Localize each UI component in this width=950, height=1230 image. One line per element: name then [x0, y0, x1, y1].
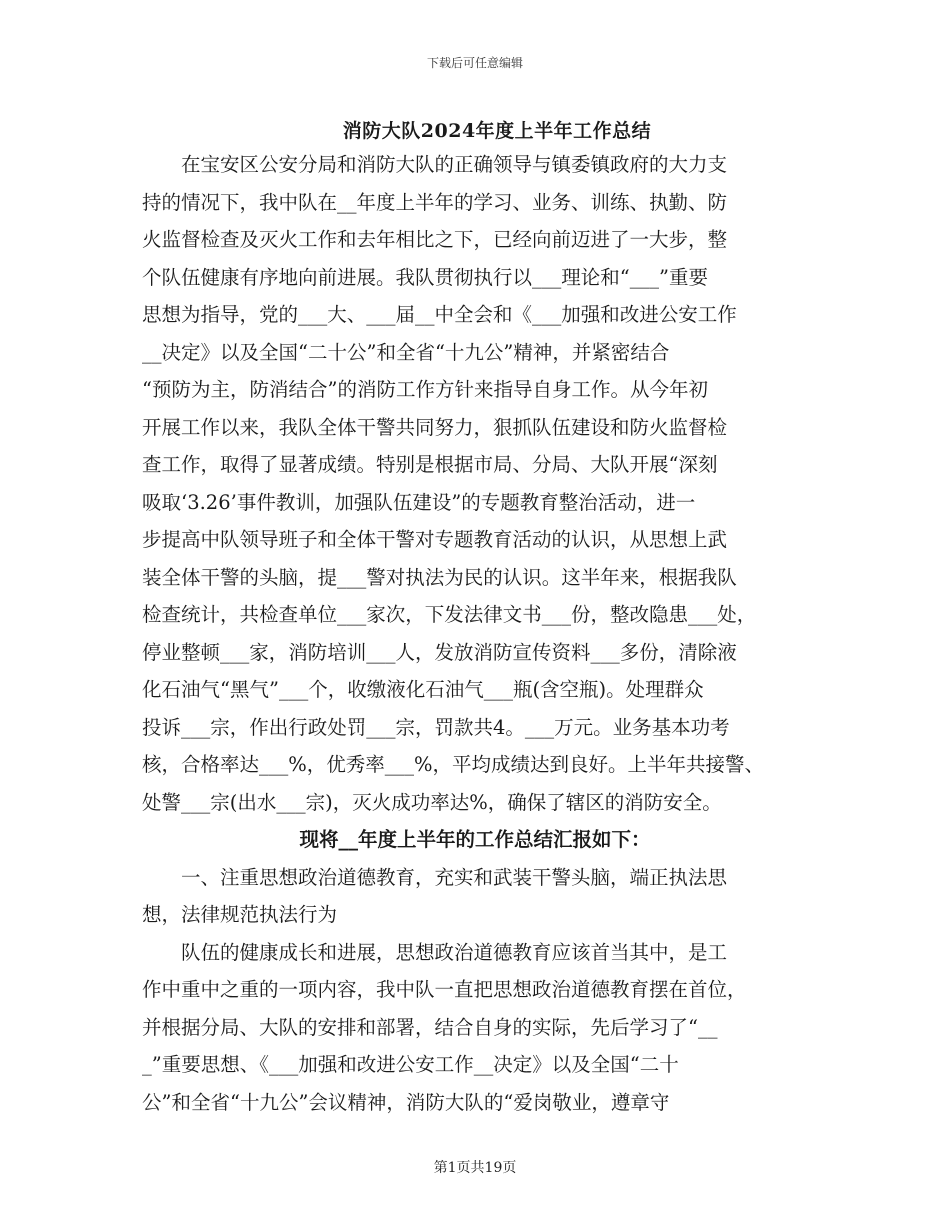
body-line: 核，合格率达___%，优秀率___%，平均成绩达到良好。上半年共接警、 — [142, 753, 765, 776]
body-line: 步提高中队领导班子和全体干警对专题教育活动的认识，从思想上武 — [142, 528, 728, 551]
body-line: 思想为指导，党的___大、___届__中全会和《___加强和改进公安工作 — [142, 303, 737, 326]
body-line: 在宝安区公安分局和消防大队的正确领导与镇委镇政府的大力支 — [181, 153, 728, 176]
body-line: 查工作，取得了显著成绩。特别是根据市局、分局、大队开展“深刻 — [142, 453, 718, 476]
body-line: 检查统计，共检查单位___家次，下发法律文书___份，整改隐患___处， — [142, 603, 757, 626]
body-line: 吸取‘3.26’事件教训，加强队伍建设”的专题教育整治活动，进一 — [142, 490, 696, 514]
body-line: 装全体干警的头脑，提___警对执法为民的认识。这半年来，根据我队 — [142, 565, 737, 589]
body-line: 开展工作以来，我队全体干警共同努力，狠抓队伍建设和防火监督检 — [142, 415, 728, 439]
body-line: 队伍的健康成长和进展，思想政治道德教育应该首当其中，是工 — [181, 940, 728, 964]
body-line: 个队伍健康有序地向前进展。我队贯彻执行以___理论和“___”重要 — [142, 265, 708, 289]
body-line: 一、注重思想政治道德教育，充实和武装干警头脑，端正执法思 — [181, 865, 728, 889]
body-line: 化石油气“黑气”___个，收缴液化石油气___瓶(含空瓶)。处理群众 — [142, 678, 704, 701]
body-line: “预防为主，防消结合”的消防工作方针来指导自身工作。从今年初 — [142, 378, 708, 401]
body-line: 并根据分局、大队的安排和部署，结合自身的实际，先后学习了“__ — [142, 1015, 718, 1039]
body-line: 投诉___宗，作出行政处罚___宗，罚款共4。___万元。业务基本功考 — [142, 715, 730, 739]
body-line: _”重要思想、《___加强和改进公安工作__决定》以及全国“二十 — [142, 1053, 679, 1076]
section-heading: 现将__年度上半年的工作总结汇报如下： — [299, 828, 651, 851]
body-line: 持的情况下，我中队在__年度上半年的学习、业务、训练、执勤、防 — [142, 190, 728, 214]
document-body — [142, 146, 808, 1121]
body-line: 处警___宗(出水___宗)，灭火成功率达%，确保了辖区的消防安全。 — [142, 790, 722, 814]
body-line: 作中重中之重的一项内容，我中队一直把思想政治道德教育摆在首位， — [142, 978, 747, 1001]
body-line: 火监督检查及灭火工作和去年相比之下，已经向前迈进了一大步，整 — [142, 228, 728, 251]
body-line: 想，法律规范执法行为 — [142, 903, 338, 926]
document-title: 消防大队2024年度上半年工作总结 — [342, 120, 652, 142]
body-line: 停业整顿___家，消防培训___人，发放消防宣传资料___多份，清除液 — [142, 640, 737, 664]
header-note: 下载后可任意编辑 — [426, 56, 523, 70]
body-line: 公”和全省“十九公”会议精神，消防大队的“爱岗敬业，遵章守 — [142, 1090, 670, 1114]
body-line: __决定》以及全国“二十公”和全省“十九公”精神，并紧密结合 — [142, 340, 670, 364]
page-number-footer: 第1页共19页 — [433, 1160, 517, 1176]
